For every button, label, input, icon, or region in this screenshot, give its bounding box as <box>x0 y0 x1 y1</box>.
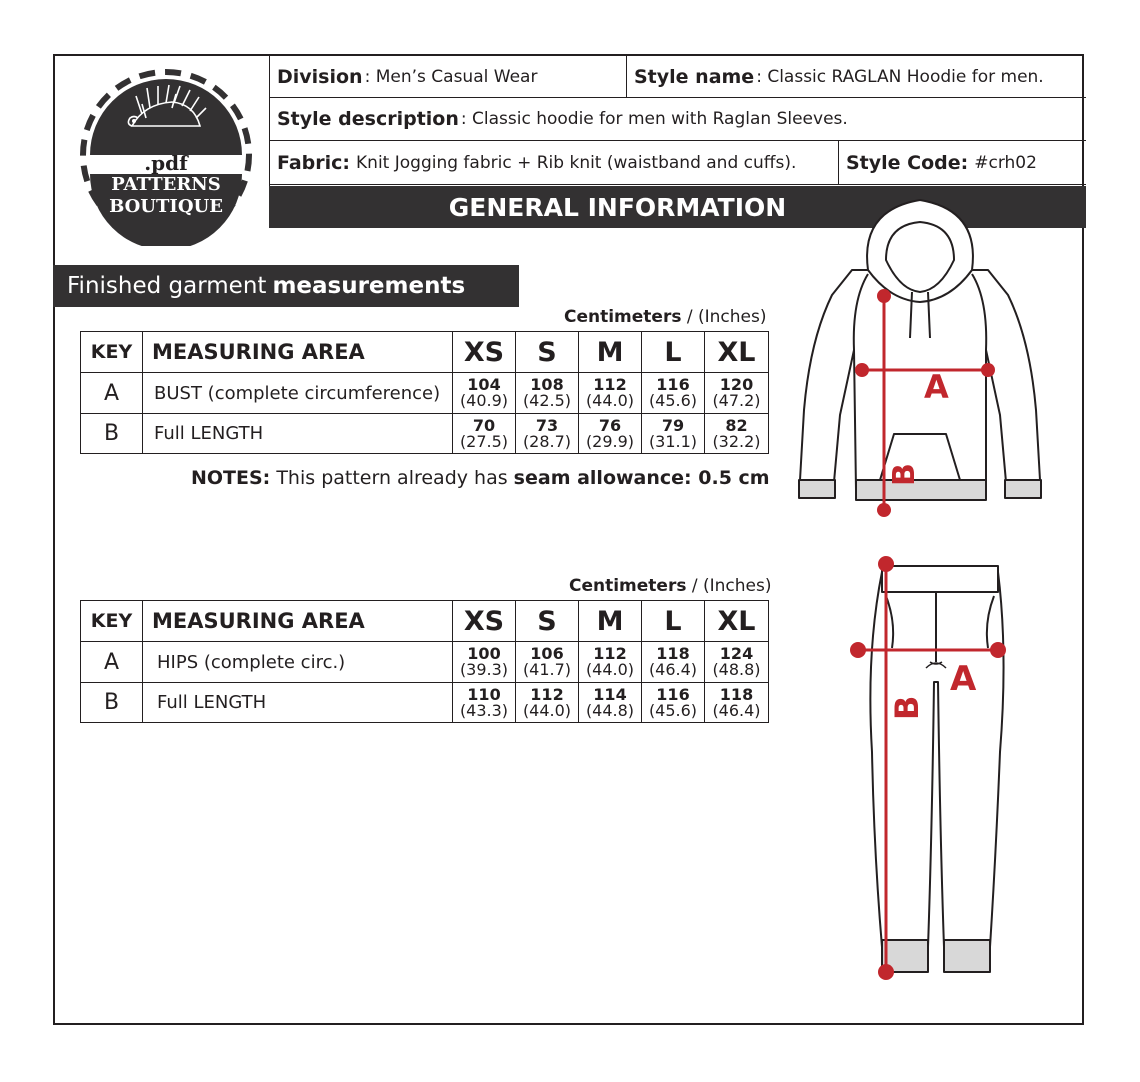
hoodie-cuff-right <box>1005 480 1041 498</box>
marker-dot <box>878 964 894 980</box>
section-title-bar <box>53 265 519 307</box>
inch-value: (29.9) <box>585 431 635 451</box>
marker-dot <box>878 556 894 572</box>
row-area: BUST (complete circumference) <box>143 373 453 414</box>
cm-value: 116 <box>656 375 690 394</box>
size-value-cell <box>705 373 769 414</box>
style-code-field <box>839 141 1085 184</box>
division-value: : Men’s Casual Wear <box>364 66 538 87</box>
style-description-field <box>270 98 1085 140</box>
row-key: B <box>81 414 143 454</box>
table-row <box>81 642 769 683</box>
pants-units-bold: Centimeters <box>569 576 687 596</box>
row-area: Full LENGTH <box>143 683 453 723</box>
inch-value: (45.6) <box>648 391 698 410</box>
division-field <box>270 56 626 97</box>
style-code-value: #crh02 <box>974 152 1037 173</box>
inch-value: (31.1) <box>648 431 698 451</box>
inch-value: (46.4) <box>648 660 698 679</box>
pants-measurement-table <box>80 600 769 723</box>
size-value-cell <box>516 642 579 683</box>
marker-dot <box>850 642 866 658</box>
size-value-cell <box>642 642 705 683</box>
notes-label: NOTES: <box>191 467 271 489</box>
marker-dot <box>990 642 1006 658</box>
fabric-label: Fabric: <box>277 151 351 174</box>
row-area: HIPS (complete circ.) <box>143 642 453 683</box>
pants-col-size: XL <box>705 601 769 642</box>
size-value-cell <box>705 642 769 683</box>
style-name-value: : Classic RAGLAN Hoodie for men. <box>756 66 1044 87</box>
size-value-cell <box>579 373 642 414</box>
size-value-cell <box>642 414 705 454</box>
hoodie-col-size: XS <box>453 332 516 373</box>
pants-col-size: M <box>579 601 642 642</box>
hoodie-units-caption <box>564 307 767 327</box>
marker-dot <box>981 363 995 377</box>
pants-col-size: S <box>516 601 579 642</box>
inch-value: (32.2) <box>712 431 761 451</box>
size-value-cell <box>642 683 705 723</box>
hoodie-cuff-left <box>799 480 835 498</box>
cm-value: 118 <box>656 644 690 663</box>
pants-cuff-right <box>944 940 990 972</box>
row-area: Full LENGTH <box>143 414 453 454</box>
size-value-cell <box>579 414 642 454</box>
marker-dot <box>877 289 891 303</box>
size-value-cell <box>453 642 516 683</box>
cm-value: 82 <box>725 415 748 435</box>
size-value-cell <box>516 414 579 454</box>
patterns-boutique-logo <box>72 66 262 246</box>
fabric-field <box>270 141 838 184</box>
notes-text: This pattern already has <box>276 467 508 489</box>
inch-value: (47.2) <box>712 391 761 410</box>
pants-header-row <box>81 601 769 642</box>
inch-value: (39.3) <box>459 660 509 679</box>
hoodie-col-area: MEASURING AREA <box>143 332 453 373</box>
pants-units-caption <box>569 576 772 596</box>
inch-value: (43.3) <box>459 700 509 720</box>
pants-col-size: XS <box>453 601 516 642</box>
logo-patterns-text: PATTERNS <box>111 174 221 195</box>
pants-units-rest: / (Inches) <box>691 576 772 596</box>
size-value-cell <box>642 373 705 414</box>
header-rule-3 <box>269 184 1086 185</box>
inch-value: (44.0) <box>585 660 635 679</box>
hoodie-measurement-table <box>80 331 769 454</box>
hoodie-units-rest: / (Inches) <box>686 307 767 327</box>
style-description-value: : Classic hoodie for men with Raglan Sleeves. <box>460 109 848 129</box>
inch-value: (44.0) <box>585 391 635 410</box>
table-row <box>81 414 769 454</box>
inch-value: (28.7) <box>522 431 572 451</box>
pants-col-key: KEY <box>81 601 143 642</box>
cm-value: 79 <box>661 415 685 435</box>
hoodie-header-row <box>81 332 769 373</box>
size-value-cell <box>579 642 642 683</box>
fabric-value: Knit Jogging fabric + Rib knit (waistband and cuffs). <box>356 152 797 173</box>
inch-value: (27.5) <box>459 431 509 451</box>
hoodie-col-size: XL <box>705 332 769 373</box>
row-key: B <box>81 683 143 723</box>
size-value-cell <box>705 683 769 723</box>
hoodie-label-a: A <box>924 368 949 406</box>
notes-line <box>191 467 770 489</box>
notes-bold: seam allowance: 0.5 cm <box>513 467 770 489</box>
cm-value: 108 <box>530 375 564 394</box>
inch-value: (40.9) <box>459 391 509 410</box>
cm-value: 110 <box>467 684 501 704</box>
pants-diagram <box>840 552 1040 992</box>
table-row <box>81 373 769 414</box>
inch-value: (45.6) <box>648 700 698 720</box>
cm-value: 118 <box>719 684 754 704</box>
hoodie-col-size: L <box>642 332 705 373</box>
cm-value: 73 <box>535 415 559 435</box>
row-key: A <box>81 373 143 414</box>
hoodie-diagram <box>790 190 1070 530</box>
cm-value: 76 <box>598 415 622 435</box>
cm-value: 100 <box>467 644 501 663</box>
division-label: Division <box>277 65 363 88</box>
cm-value: 124 <box>719 644 754 663</box>
marker-dot <box>855 363 869 377</box>
pants-waistband <box>882 566 998 592</box>
cm-value: 70 <box>472 415 496 435</box>
cm-value: 112 <box>593 644 627 663</box>
style-name-label: Style name <box>634 65 755 88</box>
cm-value: 104 <box>467 375 501 394</box>
hoodie-col-size: S <box>516 332 579 373</box>
section-title-normal: Finished garment <box>67 273 267 299</box>
size-value-cell <box>453 414 516 454</box>
size-value-cell <box>516 683 579 723</box>
hoodie-col-key: KEY <box>81 332 143 373</box>
inch-value: (44.0) <box>522 700 572 720</box>
hoodie-col-size: M <box>579 332 642 373</box>
cm-value: 120 <box>719 375 754 394</box>
logo-pdf-text: .pdf <box>144 151 188 175</box>
inch-value: (42.5) <box>522 391 572 410</box>
hoodie-label-b: B <box>887 463 922 486</box>
size-value-cell <box>453 373 516 414</box>
row-key: A <box>81 642 143 683</box>
cm-value: 112 <box>530 684 564 704</box>
pants-label-a: A <box>950 659 977 699</box>
size-value-cell <box>579 683 642 723</box>
inch-value: (48.8) <box>712 660 761 679</box>
general-information-title: GENERAL INFORMATION <box>448 192 787 222</box>
cm-value: 112 <box>593 375 627 394</box>
marker-dot <box>877 503 891 517</box>
table-row <box>81 683 769 723</box>
logo-boutique-text: BOUTIQUE <box>109 196 223 217</box>
inch-value: (44.8) <box>585 700 635 720</box>
cm-value: 106 <box>530 644 564 663</box>
style-description-label: Style description <box>277 108 459 130</box>
size-value-cell <box>453 683 516 723</box>
pants-col-area: MEASURING AREA <box>143 601 453 642</box>
pants-col-size: L <box>642 601 705 642</box>
cm-value: 116 <box>656 684 690 704</box>
pants-label-b: B <box>888 695 926 720</box>
hoodie-units-bold: Centimeters <box>564 307 682 327</box>
size-value-cell <box>705 414 769 454</box>
inch-value: (46.4) <box>712 700 761 720</box>
cm-value: 114 <box>593 684 627 704</box>
style-name-field <box>627 56 1085 97</box>
size-value-cell <box>516 373 579 414</box>
style-code-label: Style Code: <box>846 151 969 174</box>
inch-value: (41.7) <box>522 660 572 679</box>
section-title-bold: measurements <box>272 273 466 299</box>
